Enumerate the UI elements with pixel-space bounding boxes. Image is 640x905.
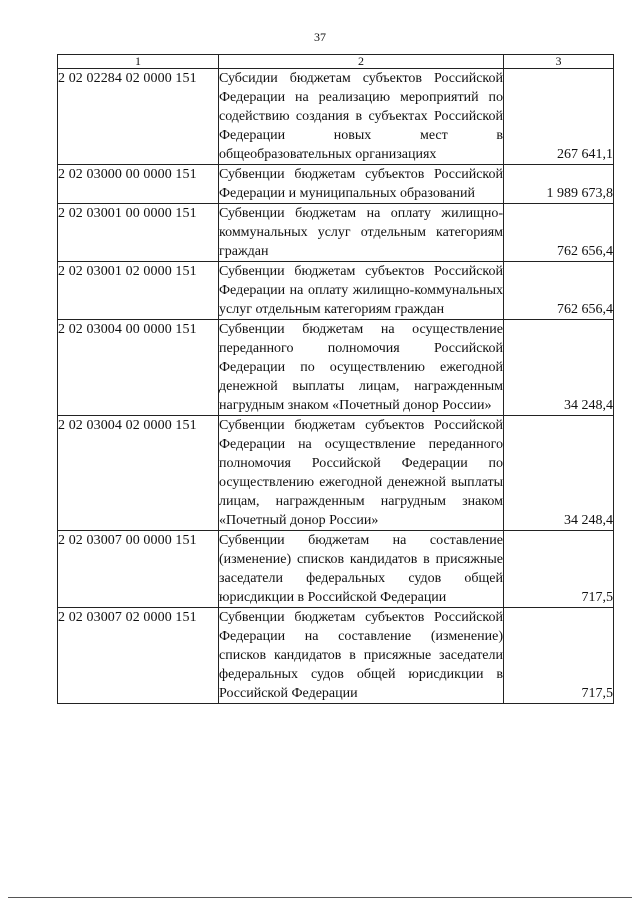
item-name-line: Субвенции бюджетам на составление (219, 533, 503, 548)
item-name-line: (изменение) списков кандидатов в (219, 552, 430, 567)
item-name-line: присяжные заседатели федеральных судов (219, 552, 504, 586)
item-name-line: образований (400, 186, 475, 201)
budget-code: 2 02 03004 00 0000 151 (58, 320, 219, 416)
item-name-line: Российской Федерации на реализацию (219, 71, 503, 105)
budget-table (57, 54, 614, 704)
amount: 762 656,4 (504, 262, 614, 320)
item-name-line: коммунальных услуг отдельным (219, 225, 426, 240)
item-name-line: Субвенции бюджетам на оплату жилищно- (219, 206, 503, 221)
item-name-line: Федерации (291, 686, 358, 701)
item-name-line: Субсидии бюджетам субъектов (219, 71, 423, 86)
item-name (219, 416, 504, 531)
header-col-1: 1 (58, 55, 219, 69)
item-name (219, 204, 504, 262)
item-name (219, 531, 504, 608)
item-name-line: России» (442, 398, 492, 413)
budget-code: 2 02 03007 02 0000 151 (58, 608, 219, 704)
item-name-line: общей юрисдикции в Российской (219, 571, 503, 605)
header-col-2: 2 (219, 55, 504, 69)
amount: 1 989 673,8 (504, 165, 614, 204)
table-row (58, 320, 614, 416)
item-name-line: Субвенции бюджетам на осуществление (219, 322, 503, 337)
item-name-line: Федерации по осуществлению ежегодной (219, 456, 504, 490)
amount: 267 641,1 (504, 69, 614, 165)
item-name-line: организациях (355, 147, 437, 162)
item-name-line: Федерации по осуществлению ежегодной (219, 360, 503, 375)
item-name-line: денежной выплаты лицам, награжденным (219, 475, 503, 509)
budget-code: 2 02 03001 00 0000 151 (58, 204, 219, 262)
item-name-line: Субвенции бюджетам субъектов (219, 610, 425, 625)
item-name (219, 320, 504, 416)
table-row (58, 69, 614, 165)
item-name-line: переданного полномочия Российской (219, 437, 504, 471)
budget-code: 2 02 03004 02 0000 151 (58, 416, 219, 531)
table-body (58, 69, 614, 704)
page-number: 37 (314, 30, 326, 44)
item-name-line: категориям граждан (324, 302, 445, 317)
item-name-line: общей юрисдикции в Российской (219, 667, 503, 701)
header-col-3: 3 (504, 55, 614, 69)
item-name-line: субъектах Российской Федерации новых (219, 109, 504, 143)
item-name (219, 165, 504, 204)
item-name-line: переданного полномочия Российской (219, 341, 503, 356)
amount: 762 656,4 (504, 204, 614, 262)
item-name-line: Российской Федерации на осуществление (219, 418, 503, 452)
item-name-line: Субвенции бюджетам субъектов (219, 418, 425, 433)
item-name-line: Российской Федерации на оплату (219, 264, 503, 298)
amount: 34 248,4 (504, 320, 614, 416)
item-name (219, 608, 504, 704)
table-row (58, 204, 614, 262)
budget-code: 2 02 03001 02 0000 151 (58, 262, 219, 320)
table-row (58, 165, 614, 204)
item-name-line: категориям граждан (219, 225, 503, 259)
item-name-line: Субвенции бюджетам субъектов (219, 264, 425, 279)
item-name-line: присяжные заседатели федеральных судов (219, 648, 503, 682)
header-row (58, 55, 614, 69)
item-name (219, 262, 504, 320)
amount: 717,5 (504, 531, 614, 608)
budget-code: 2 02 02284 02 0000 151 (58, 69, 219, 165)
item-name-line: мест в общеобразовательных (219, 128, 503, 162)
item-name-line: нагрудным знаком «Почетный донор (219, 398, 439, 413)
amount: 717,5 (504, 608, 614, 704)
page-bottom-rule (8, 897, 632, 898)
item-name-line: денежной выплаты лицам, награжденным (219, 379, 503, 394)
item-name-line: жилищно-коммунальных услуг отдельным (219, 283, 503, 317)
table-row (58, 531, 614, 608)
amount: 34 248,4 (504, 416, 614, 531)
budget-code: 2 02 03007 00 0000 151 (58, 531, 219, 608)
table-row (58, 262, 614, 320)
table-row (58, 608, 614, 704)
item-name-line: России» (329, 513, 379, 528)
item-name-line: Субвенции бюджетам субъектов (219, 167, 425, 182)
table-row (58, 416, 614, 531)
item-name-line: Российской Федерации и муниципальных (219, 167, 503, 201)
budget-code: 2 02 03000 00 0000 151 (58, 165, 219, 204)
item-name-line: мероприятий по содействию создания в (219, 90, 503, 124)
item-name-line: (изменение) списков кандидатов в (219, 629, 503, 663)
item-name (219, 69, 504, 165)
item-name-line: Российской Федерации на составление (219, 610, 503, 644)
item-name-line: Федерации (380, 590, 447, 605)
item-name-line: нагрудным знаком «Почетный донор (219, 494, 504, 528)
